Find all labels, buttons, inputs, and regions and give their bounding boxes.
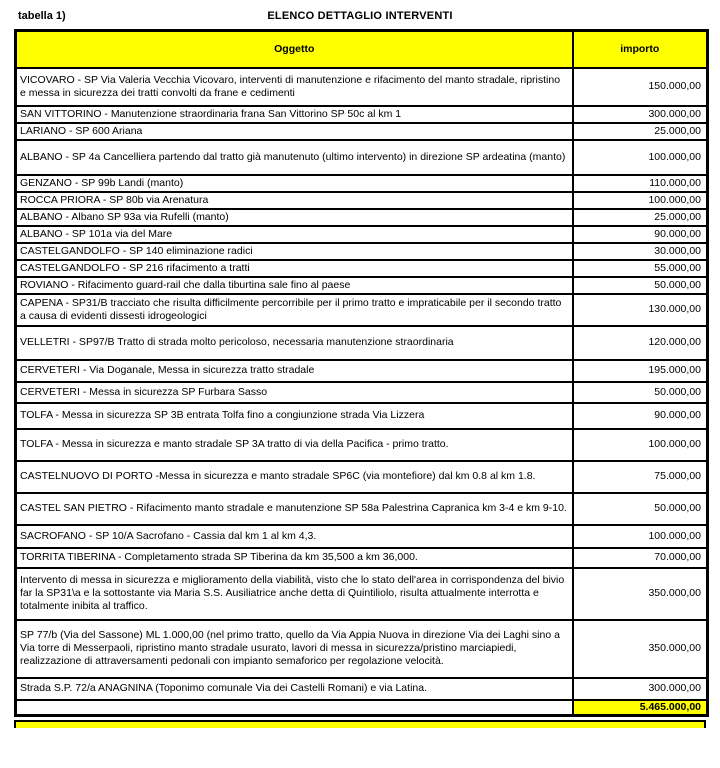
oggetto-cell: CASTELGANDOLFO - SP 216 rifacimento a tratti [16,260,573,277]
table-row [16,192,708,209]
importo-cell: 90.000,00 [573,403,708,429]
total-row [16,700,708,716]
importo-cell: 350.000,00 [573,620,708,678]
table-footer [16,700,708,716]
oggetto-cell: ROCCA PRIORA - SP 80b via Arenatura [16,192,573,209]
oggetto-cell: CASTEL SAN PIETRO - Rifacimento manto stradale e manutenzione SP 58a Palestrina Capranica km 3-4 e km 9-10. [16,493,573,525]
table-label: tabella 1) [18,10,66,22]
importo-cell: 130.000,00 [573,294,708,326]
oggetto-cell: SACROFANO - SP 10/A Sacrofano - Cassia dal km 1 al km 4,3. [16,525,573,548]
header-row [16,31,708,68]
oggetto-cell: CASTELGANDOLFO - SP 140 eliminazione radici [16,243,573,260]
oggetto-cell: VICOVARO - SP Via Valeria Vecchia Vicovaro, interventi di manutenzione e rifacimento del manto stradale, ripristino e messa in sicurezza dei tratti convolti da frane e cedimenti [16,68,573,106]
column-header-oggetto: Oggetto [16,31,573,68]
oggetto-cell: Intervento di messa in sicurezza e miglioramento della viabilità, visto che lo stato dell'area in corrispondenza del bivio far la SP31\a e la sottostante via Maria S.S. Ausiliatrice anche detta di Quintiliolo, risulta attualmente interrotta e totalmente inibita al traffico. [16,568,573,620]
oggetto-cell: TOLFA - Messa in sicurezza e manto stradale SP 3A tratto di via della Pacifica - primo tratto. [16,429,573,461]
importo-cell: 55.000,00 [573,260,708,277]
importo-cell: 300.000,00 [573,678,708,700]
table-row [16,277,708,294]
title-row [14,10,706,26]
page-title: ELENCO DETTAGLIO INTERVENTI [267,10,453,22]
importo-cell: 30.000,00 [573,243,708,260]
oggetto-cell: GENZANO - SP 99b Landi (manto) [16,175,573,192]
importo-cell: 120.000,00 [573,326,708,360]
importo-cell: 50.000,00 [573,493,708,525]
table-row [16,548,708,568]
table-row [16,175,708,192]
oggetto-cell: SP 77/b (Via del Sassone) ML 1.000,00 (nel primo tratto, quello da Via Appia Nuova in direzione Via dei Laghi sino a Via torre di Messerpaoli, ripristino manto stradale usurato, lavori di messa in sicurezza/pristino marciapiedi, realizzazione di attraversamenti pedonali con impianto semaforico per regolazione velocità. [16,620,573,678]
oggetto-cell: CERVETERI - Messa in sicurezza SP Furbara Sasso [16,382,573,403]
table-row [16,123,708,140]
table-row [16,243,708,260]
oggetto-cell: SAN VITTORINO - Manutenzione straordinaria frana San Vittorino SP 50c al km 1 [16,106,573,123]
oggetto-cell: CASTELNUOVO DI PORTO -Messa in sicurezza e manto stradale SP6C (via montefiore) dal km 0.8 al km 1.8. [16,461,573,493]
table-row [16,140,708,175]
table-body [16,68,708,700]
interventi-table [14,29,709,717]
oggetto-cell: CERVETERI - Via Doganale, Messa in sicurezza tratto stradale [16,360,573,382]
importo-cell: 110.000,00 [573,175,708,192]
oggetto-cell: LARIANO - SP 600 Ariana [16,123,573,140]
table-row [16,403,708,429]
importo-cell: 25.000,00 [573,209,708,226]
importo-cell: 50.000,00 [573,277,708,294]
total-amount: 5.465.000,00 [573,700,708,716]
importo-cell: 100.000,00 [573,525,708,548]
importo-cell: 350.000,00 [573,568,708,620]
oggetto-cell: TOLFA - Messa in sicurezza SP 3B entrata Tolfa fino a congiunzione strada Via Lizzera [16,403,573,429]
importo-cell: 100.000,00 [573,140,708,175]
total-empty-cell [16,700,573,716]
table-row [16,209,708,226]
table-row [16,106,708,123]
table-row [16,429,708,461]
table-row [16,360,708,382]
oggetto-cell: VELLETRI - SP97/B Tratto di strada molto pericoloso, necessaria manutenzione straordinaria [16,326,573,360]
table-row [16,620,708,678]
table-header [16,31,708,68]
table-row [16,525,708,548]
oggetto-cell: ALBANO - Albano SP 93a via Rufelli (manto) [16,209,573,226]
table-row [16,260,708,277]
table-row [16,461,708,493]
table-row [16,382,708,403]
importo-cell: 75.000,00 [573,461,708,493]
oggetto-cell: TORRITA TIBERINA - Completamento strada SP Tiberina da km 35,500 a km 36,000. [16,548,573,568]
table-row [16,326,708,360]
oggetto-cell: CAPENA - SP31/B tracciato che risulta difficilmente percorribile per il primo tratto e impraticabile per il secondo tratto a causa di evidenti dissesti idrogeologici [16,294,573,326]
oggetto-cell: ALBANO - SP 101a via del Mare [16,226,573,243]
importo-cell: 100.000,00 [573,429,708,461]
oggetto-cell: ROVIANO - Rifacimento guard-rail che dalla tiburtina sale fino al paese [16,277,573,294]
importo-cell: 300.000,00 [573,106,708,123]
table-row [16,678,708,700]
importo-cell: 90.000,00 [573,226,708,243]
next-table-cutoff-strip [14,720,706,728]
table-row [16,568,708,620]
oggetto-cell: ALBANO - SP 4a Cancelliera partendo dal tratto già manutenuto (ultimo intervento) in direzione SP ardeatina (manto) [16,140,573,175]
importo-cell: 50.000,00 [573,382,708,403]
importo-cell: 100.000,00 [573,192,708,209]
oggetto-cell: Strada S.P. 72/a ANAGNINA (Toponimo comunale Via dei Castelli Romani) e via Latina. [16,678,573,700]
column-header-importo: importo [573,31,708,68]
table-row [16,68,708,106]
importo-cell: 70.000,00 [573,548,708,568]
importo-cell: 25.000,00 [573,123,708,140]
table-row [16,294,708,326]
importo-cell: 195.000,00 [573,360,708,382]
table-row [16,493,708,525]
importo-cell: 150.000,00 [573,68,708,106]
table-row [16,226,708,243]
